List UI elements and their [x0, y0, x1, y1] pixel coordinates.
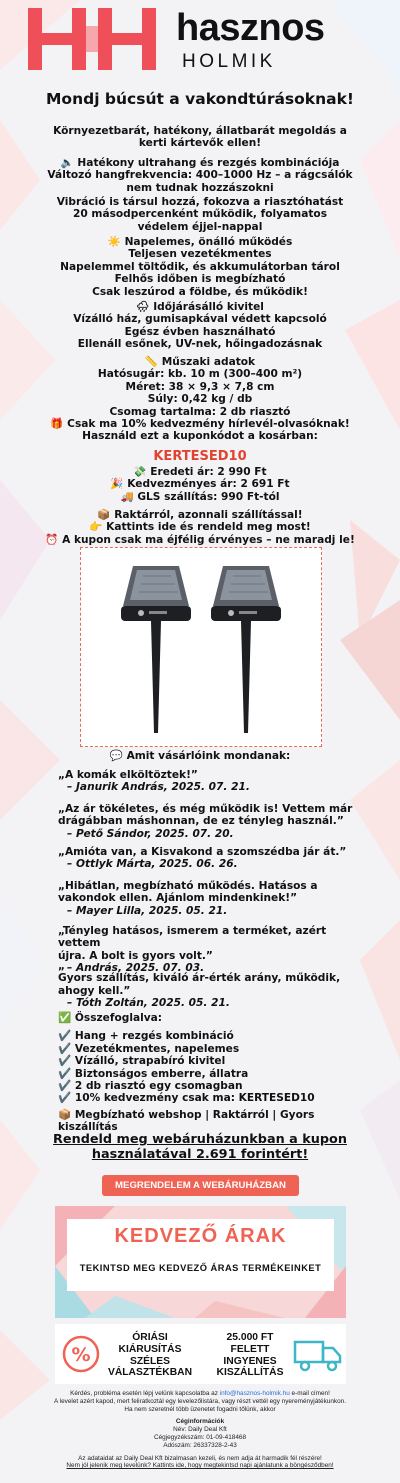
product-image[interactable] — [80, 547, 322, 747]
review-item: „Hibátlan, megbízható működés. Hatásos a vakondok ellen. Ajánlom mindenkinek!” – Mayer Lilla, 2025. 05. 21. — [58, 880, 318, 917]
banner-title: KEDVEZŐ ÁRAK — [114, 1225, 287, 1247]
shipping-feature-text: 25.000 FT FELETT INGYENES KISZÁLLÍTÁS — [216, 1332, 284, 1379]
brand-sub: HOLMIK — [182, 51, 276, 72]
sale-feature-text: ÓRIÁSI KIÁRUSÍTÁS SZÉLES VÁLASZTÉKBAN — [107, 1332, 193, 1379]
svg-text:%: % — [71, 1344, 91, 1366]
headline: Mondj búcsút a vakondtúrásoknak! — [46, 90, 354, 108]
hh-logo-mark — [26, 6, 171, 72]
brand-name: hasznos — [176, 7, 325, 49]
repeller-left — [121, 566, 191, 733]
coupon-code: KERTESED10 — [153, 449, 247, 464]
sale-percent-icon — [61, 1332, 101, 1376]
footer: Kérdés, probléma esetén lépj velünk kapcsolatba az info@hasznos-holmik.hu e-mail címen! A levelet azért kapod, mert feliratkoztál egy levelezőlistára, vagy részt vettél egy nyereményjátékunkon. Ha nem szeretnél több üzenetet fogadni tőlünk, akkor Céginformációk Név: Daily Deal Kft Cégjegyzékszám: 01-09-418468 Adószám: 26337328-2-43 Az adataidat az Daily Deal Kft bizalmasan kezeli, és nem adja át harmadik fél részére! Nem jól jelenik meg levelünk? Kattints ide, hogy megtekintsd napi ajánlatunk a böngésződben! — [20, 1390, 380, 1470]
summary-item: ✔️ 10% kedvezmény csak ma: KERTESED10 — [58, 1092, 315, 1105]
vibration-section: Vibráció is társul hozzá, fokozva a riasztóhatást 20 másodpercenként működik, folyamatos védelem éjjel-nappal — [56, 196, 344, 233]
summary-item: ✔️ Vezetékmentes, napelemes — [58, 1042, 240, 1055]
review-item: „Tényleg hatásos, ismerem a terméket, azért vettem újra. A bolt is gyors volt.” – András, 2025. 07. 03. — [58, 925, 327, 975]
footer-contact: Kérdés, probléma esetén lépj velünk kapcsolatba az info@hasznos-holmik.hu e-mail címen! — [70, 1390, 330, 1397]
contact-email-link[interactable]: info@hasznos-holmik.hu — [219, 1390, 290, 1397]
ultrasound-section: 🔈 Hatékony ultrahang és rezgés kombinációja Változó hangfrekvencia: 400–1000 Hz – a rágcsálók nem tudnak hozzászokni — [47, 157, 353, 194]
review-item: „A komák elköltöztek!” – Janurik András, 2025. 07. 21. — [58, 769, 250, 794]
summary-title: ✅ Összefoglalva: — [58, 1012, 163, 1024]
order-button[interactable]: MEGRENDELEM A WEBÁRUHÁZBAN — [102, 1175, 299, 1196]
repeller-right — [211, 566, 281, 733]
brand-logo[interactable] — [26, 6, 376, 72]
banner-panel — [67, 1219, 334, 1291]
solar-section: ☀️ Napelemes, önálló működés Teljesen vezetékmentes Napelemmel töltődik, és akkumulátorban tárol Felhős időben is megbízható Csak leszúrod a földbe, és működik! — [60, 236, 340, 298]
summary-item: ✔️ 2 db riasztó egy csomagban — [58, 1080, 243, 1093]
cta-link[interactable]: Rendeld meg webáruházunkban a kupon használatával 2.691 forintért! — [53, 1132, 347, 1162]
review-item: „ Gyors szállítás, kiváló ár-érték arány, működik, ahogy kell.” – Tóth Zoltán, 2025. 05. 21. — [58, 960, 341, 1010]
pricing-section — [20, 466, 380, 503]
view-online-link[interactable]: Nem jól jelenik meg levelünk? Kattints ide, hogy megtekintsd napi ajánlatunk a böngésződben! — [66, 1462, 334, 1470]
mole-repeller-illustration — [81, 548, 321, 746]
specs-section: 📏 Műszaki adatok Hatósugár: kb. 10 m (300–400 m²) Méret: 38 × 9,3 × 7,8 cm Súly: 0,42 kg / db Csomag tartalma: 2 db riasztó 🎁 Csak ma 10% kedvezmény hírlevél-olvasóknak! Használd ezt a kuponkódot a kosárban: — [50, 356, 350, 443]
stock-section: 📦 Raktárról, azonnali szállítással! 👉 Kattints ide és rendeld meg most! ⏰ A kupon csak ma éjfélig érvényes – ne maradj le! — [20, 509, 380, 546]
banner-subtitle: TEKINTSD MEG KEDVEZŐ ÁRAS TERMÉKEINKET — [79, 1263, 322, 1273]
review-item: „Az ár tökéletes, és még működik is! Vettem már drágábban máshonnan, de ez tényleg használ.” – Pető Sándor, 2025. 07. 20. — [58, 803, 353, 840]
summary-footer: 📦 Megbízható webshop | Raktárról | Gyors — [58, 1108, 315, 1121]
shipping-price: 🚚 GLS szállítás: 990 Ft-tól — [120, 490, 280, 503]
summary-section: ✅ Összefoglalva: ✔️ Hang + rezgés kombináció ✔️ Vezetékmentes, napelemes ✔️ Vízálló, strapabíró kivitel ✔️ Biztonságos emberre, állatra ✔️ 2 db riasztó egy csomagban ✔️ 10% kedvezmény csak ma: KERTESED10 📦 Megbízható webshop | Raktárról | Gyors kiszállítás — [58, 1012, 358, 1134]
summary-item: ✔️ Biztonságos emberre, állatra — [58, 1067, 249, 1080]
unsubscribe-text[interactable]: Ha nem szeretnél több üzenetet fogadni tőlünk, akkor — [124, 1405, 276, 1413]
discount-price: 🎉 Kedvezményes ár: 2 691 Ft — [110, 478, 290, 491]
features-row — [55, 1324, 346, 1384]
promo-banner[interactable] — [55, 1206, 346, 1318]
original-price: 💸 Eredeti ár: 2 990 Ft — [133, 466, 267, 478]
weather-section: 🌧 Időjárásálló kivitel Vízálló ház, gumisapkával védett kapcsoló Egész évben használható Ellenáll esőnek, UV-nek, hőingadozásnak — [73, 301, 327, 351]
delivery-truck-icon — [293, 1336, 343, 1374]
summary-item: ✔️ Vízálló, strapabíró kivitel — [58, 1055, 226, 1068]
review-item: „Amióta van, a Kisvakond a szomszédba jár át.” – Ottlyk Márta, 2025. 06. 26. — [58, 846, 347, 871]
order-link[interactable]: 👉 Kattints ide és rendeld meg most! — [89, 521, 311, 534]
summary-item: ✔️ Hang + rezgés kombináció — [58, 1030, 234, 1043]
company-info-title: Céginformációk — [175, 1418, 225, 1426]
reviews-title: 💬 Amit vásárlóink mondanak: — [109, 750, 291, 762]
intro-text: Környezetbarát, hatékony, állatbarát megoldás a kerti kártevők ellen! — [53, 125, 347, 150]
